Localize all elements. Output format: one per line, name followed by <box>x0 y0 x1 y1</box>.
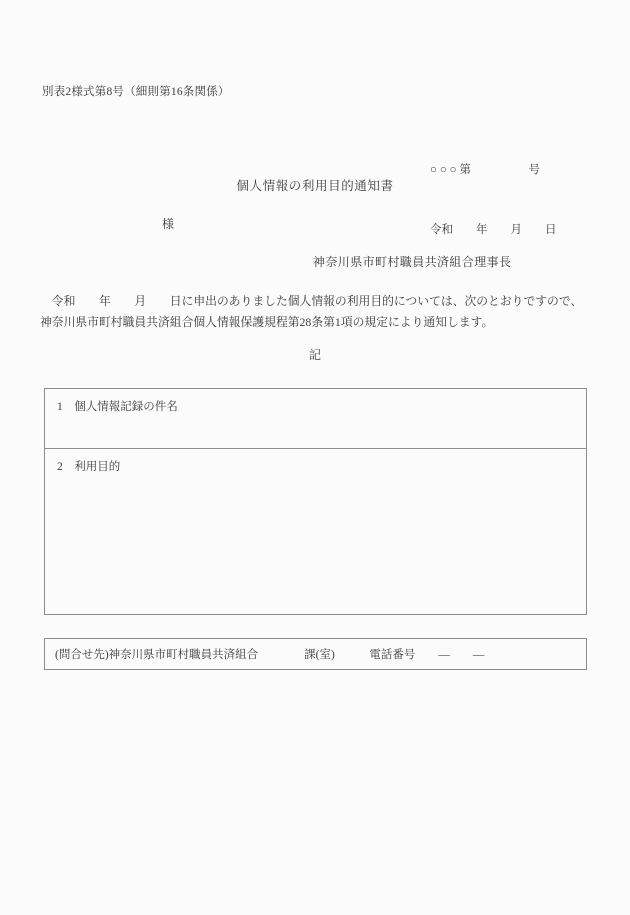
ki-mark: 記 <box>308 348 321 362</box>
page-title: 個人情報の利用目的通知書 <box>236 179 394 193</box>
body-line-2: 神奈川県市町村職員共済組合個人情報保護規程第28条第1項の規定により通知します。 <box>40 315 494 329</box>
body-paragraph <box>40 291 596 333</box>
table-row-label-1: 1 個人情報記録の件名 <box>57 401 178 413</box>
body-line-1: 令和 年 月 日に申出のありました個人情報の利用目的については、次のとおりですので、 <box>40 294 583 308</box>
table-row[interactable] <box>45 389 586 449</box>
table-row-label-2: 2 利用目的 <box>57 461 121 473</box>
form-number-label: 別表2様式第8号（細則第16条関係） <box>42 86 230 98</box>
addressee-honorific: 様 <box>162 217 175 231</box>
document-date-line: 令和 年 月 日 <box>430 224 557 236</box>
document-number-line: ○ ○ ○ 第 号 <box>430 164 540 176</box>
table-row[interactable] <box>45 449 586 614</box>
contact-box <box>44 638 587 670</box>
entry-table <box>44 388 587 615</box>
contact-line: (問合せ先)神奈川県市町村職員共済組合 課(室) 電話番号 ― ― <box>55 649 485 661</box>
issuer-name: 神奈川県市町村職員共済組合理事長 <box>313 255 512 269</box>
